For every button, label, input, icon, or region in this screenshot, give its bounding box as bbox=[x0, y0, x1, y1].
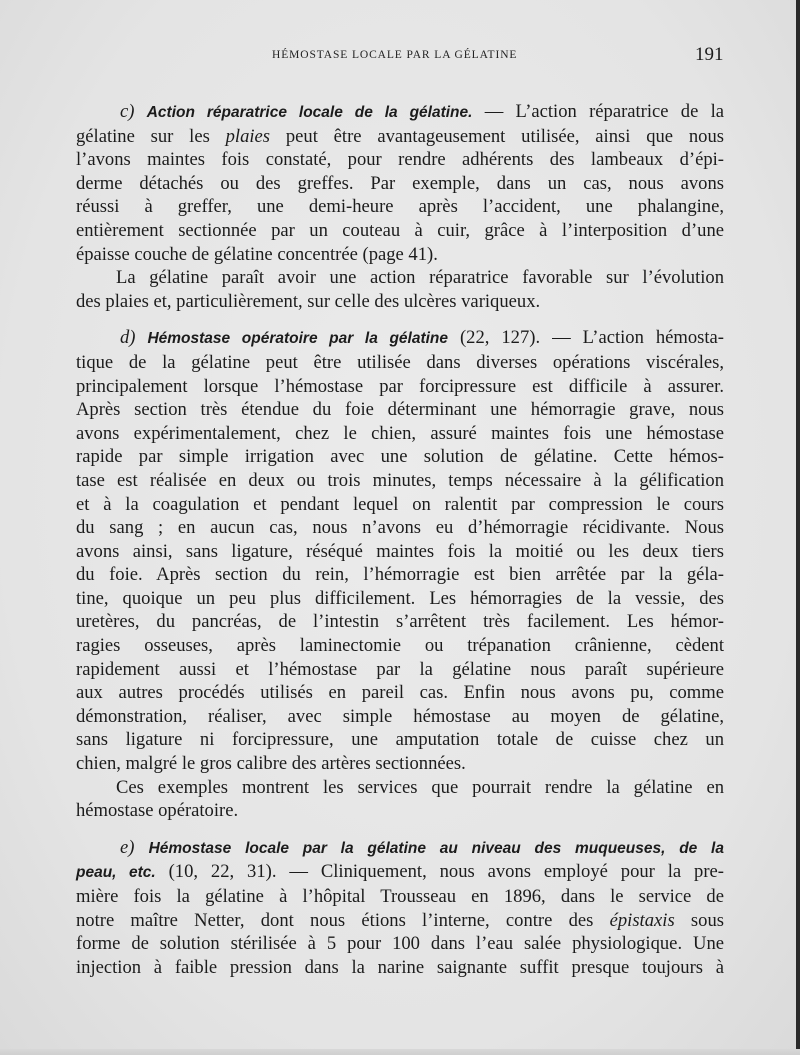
section-e-heading-continued: peau, etc. bbox=[76, 864, 156, 882]
text-line: Ces exemples montrent les services que pourrait rendre la gélatine en bbox=[116, 776, 724, 798]
section-c-paragraph-2 bbox=[76, 266, 724, 313]
section-e-heading: Hémostase locale par la gélatine au niveau des muqueuses, de la bbox=[148, 839, 724, 857]
text-line: avons ainsi, sans ligature, réséqué maintes fois la moitié ou les deux tiers bbox=[76, 540, 724, 562]
text-line: sans ligature ni forcipressure, une amputation totale de cuisse chez un bbox=[76, 729, 724, 751]
section-d-paragraph-1 bbox=[76, 326, 724, 775]
text-line: démonstration, réaliser, avec simple hémostase au moyen de gélatine, bbox=[76, 705, 724, 727]
text-segment: — Cliniquement, nous avons employé pour la pre- bbox=[276, 861, 724, 883]
text-line bbox=[76, 125, 724, 149]
section-d-heading: Hémostase opératoire par la gélatine bbox=[147, 330, 449, 348]
text-line: tase est réalisée en deux ou trois minutes, temps nécessaire à la gélification bbox=[76, 469, 724, 491]
text-line: ragies osseuses, après laminectomie ou trépanation crânienne, cèdent bbox=[76, 635, 724, 657]
section-c-paragraph-1 bbox=[76, 100, 724, 266]
text-line: réussi à greffer, une demi-heure après l’accident, une phalangine, bbox=[76, 196, 724, 218]
text-line: et à la coagulation et pendant lequel on ralentit par compression le cours bbox=[76, 493, 724, 515]
section-d-paragraph-2 bbox=[76, 776, 724, 823]
text-line: entièrement sectionnée par un couteau à cuir, grâce à l’interposition d’une bbox=[76, 219, 724, 241]
text-line: du sang ; en aucun cas, nous n’avons eu d’hémorragie récidivante. Nous bbox=[76, 517, 724, 539]
section-c-label: c) bbox=[120, 101, 135, 122]
text-segment: — L’action réparatrice de la bbox=[472, 101, 725, 122]
text-line bbox=[76, 100, 724, 125]
page-edge-shadow bbox=[796, 0, 800, 1055]
section-e-paragraph-1 bbox=[76, 836, 724, 980]
text-line: principalement lorsque l’hémostase par forcipressure est difficile à assurer. bbox=[76, 375, 724, 397]
text-line: mière fois la gélatine à l’hôpital Trousseau en 1896, dans le service de bbox=[76, 886, 724, 907]
section-d-reference: (22, 127). bbox=[448, 327, 541, 349]
text-line: épaisse couche de gélatine concentrée (page 41). bbox=[76, 243, 438, 265]
text-line: aux autres procédés utilisés en pareil cas. Enfin nous avons pu, comme bbox=[76, 682, 724, 704]
text-segment: sous bbox=[674, 909, 724, 931]
text-line: tique de la gélatine peut être utilisée dans diverses opérations viscérales, bbox=[76, 351, 724, 373]
section-e-reference: (10, 22, 31). bbox=[155, 861, 277, 883]
text-line: uretères, du pancréas, de l’intestin s’arrêtent très facilement. Les hémor- bbox=[76, 611, 724, 633]
text-line: injection à faible pression dans la narine saignante suffit presque toujours à bbox=[76, 956, 724, 978]
text-line: forme de solution stérilisée à 5 pour 100 dans l’eau salée physiologique. Une bbox=[76, 933, 724, 955]
text-segment: notre maître Netter, dont nous étions l’interne, contre des bbox=[76, 909, 610, 931]
running-title: HÉMOSTASE LOCALE PAR LA GÉLATINE bbox=[272, 49, 518, 61]
text-line: des plaies et, particulièrement, sur celle des ulcères variqueux. bbox=[76, 290, 541, 312]
body-text bbox=[76, 100, 724, 979]
text-line: derme détachés ou des greffes. Par exemple, dans un cas, nous avons bbox=[76, 172, 724, 194]
text-line: tine, quoique un peu plus difficilement. Les hémorragies de la vessie, des bbox=[76, 587, 724, 609]
text-segment: gélatine sur les bbox=[76, 125, 226, 147]
text-line: du foie. Après section du rein, l’hémorragie est bien arrêtée par la géla- bbox=[76, 564, 724, 586]
text-line bbox=[76, 860, 724, 885]
section-c-heading: Action réparatrice locale de la gélatine. bbox=[146, 104, 473, 121]
section-d-label: d) bbox=[120, 327, 136, 349]
text-line: rapidement aussi et l’hémostase par la gélatine nous paraît supérieure bbox=[76, 658, 724, 680]
page-bottom-edge bbox=[0, 1049, 800, 1055]
text-line bbox=[76, 909, 724, 933]
emphasis-plaies: plaies bbox=[225, 125, 271, 147]
text-segment: — L’action hémosta- bbox=[540, 327, 724, 349]
text-line bbox=[76, 326, 724, 351]
text-line: rapide par simple irrigation avec une solution de gélatine. Cette hémos- bbox=[76, 446, 724, 468]
text-line: hémostase opératoire. bbox=[76, 800, 239, 822]
text-line: avons expérimentalement, chez le chien, assuré maintes fois une hémostase bbox=[76, 422, 724, 444]
text-line: Après section très étendue du foie déterminant une hémorragie grave, nous bbox=[76, 399, 724, 421]
text-line: La gélatine paraît avoir une action réparatrice favorable sur l’évolution bbox=[116, 267, 724, 289]
section-e-label: e) bbox=[120, 836, 135, 858]
emphasis-epistaxis: épistaxis bbox=[609, 909, 675, 931]
text-segment: peut être avantageusement utilisée, ainsi que nous bbox=[270, 125, 724, 147]
text-line: chien, malgré le gros calibre des artères sectionnées. bbox=[76, 753, 466, 775]
page-number: 191 bbox=[695, 44, 724, 65]
text-line: l’avons maintes fois constaté, pour rendre adhérents des lambeaux d’épi- bbox=[76, 149, 724, 171]
text-line bbox=[76, 836, 724, 861]
